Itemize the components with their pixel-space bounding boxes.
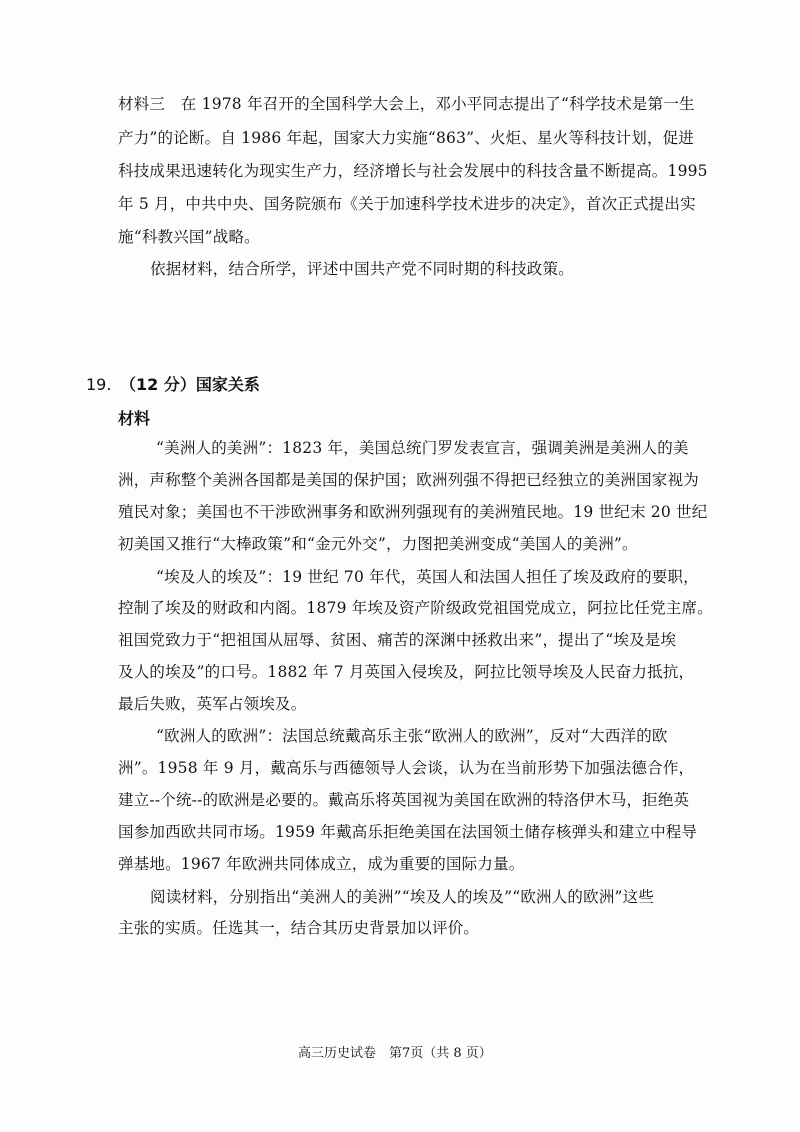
page-footer: 高三历史试卷 第7页（共 8 页） (298, 1046, 492, 1061)
material-line-4: 初美国又推行“大棒政策”和“金元外交”，力图把美洲变成“美国人的美洲”。 (118, 535, 638, 553)
material-line-13: 国参加西欧共同市场。1959 年戴高乐拒绝美国在法国领土储存核弹头和建立中程导 (118, 823, 698, 841)
material-line-2: 洲，声称整个美洲各国都是美国的保护国；欧洲列强不得把已经独立的美洲国家视为 (118, 471, 699, 489)
material-3-line-1: 材料三 在 1978 年召开的全国科学大会上，邓小平同志提出了“科学技术是第一生 (118, 95, 695, 113)
material-line-7: 祖国党致力于“把祖国从屈辱、贫困、痛苦的深渊中拯救出来”，提出了“埃及是埃 (118, 631, 677, 649)
material-line-5: “埃及人的埃及”：19 世纪 70 年代，英国人和法国人担任了埃及政府的要职， (156, 568, 699, 586)
material-3-line-4: 年 5 月，中共中央、国务院颁布《关于加速科学技术进步的决定》，首次正式提出实 (118, 195, 696, 213)
material-line-1: “美洲人的美洲”：1823 年，美国总统门罗发表宣言，强调美洲是美洲人的美 (156, 439, 689, 457)
material-3-line-3: 科技成果迅速转化为现实生产力，经济增长与社会发展中的科技含量不断提高。1995 (118, 162, 708, 180)
question-number: 19. (86, 375, 112, 394)
material-3-line-2: 产力”的论断。自 1986 年起，国家大力实施“863”、火炬、星火等科技计划，促进 (118, 129, 695, 147)
material-line-6: 控制了埃及的财政和内阁。1879 年埃及资产阶级政党祖国党成立，阿拉比任党主席。 (118, 599, 713, 617)
material-line-11: 洲”。1958 年 9 月，戴高乐与西德领导人会谈，认为在当前形势下加强法德合作， (118, 759, 695, 777)
task-line-2: 主张的实质。任选其一，结合其历史背景加以评价。 (118, 919, 480, 937)
material-line-9: 最后失败，英军占领埃及。 (118, 695, 307, 713)
task-line-1: 阅读材料，分别指出“美洲人的美洲”“埃及人的埃及”“欧洲人的欧洲”这些 (150, 888, 655, 906)
material-line-12: 建立--个统--的欧洲是必要的。戴高乐将英国视为美国在欧洲的特洛伊木马，拒绝英 (118, 791, 690, 809)
material-3-line-5: 施“科教兴国”战略。 (118, 228, 260, 246)
material-label: 材料 (118, 409, 151, 428)
material-line-3: 殖民对象；美国也不干涉欧洲事务和欧洲列强现有的美洲殖民地。19 世纪末 20 世纪 (118, 503, 708, 521)
material-line-10: “欧洲人的欧洲”：法国总统戴高乐主张“欧洲人的欧洲”，反对“大西洋的欧 (156, 727, 668, 745)
question-heading: （12 分）国家关系 (120, 375, 260, 394)
material-3-instruction: 依据材料，结合所学，评述中国共产党不同时期的科技政策。 (150, 260, 574, 278)
material-line-14: 弹基地。1967 年欧洲共同体成立，成为重要的国际力量。 (118, 855, 525, 873)
material-line-8: 及人的埃及”的口号。1882 年 7 月英国入侵埃及，阿拉比领导埃及人民奋力抵抗， (118, 663, 695, 681)
